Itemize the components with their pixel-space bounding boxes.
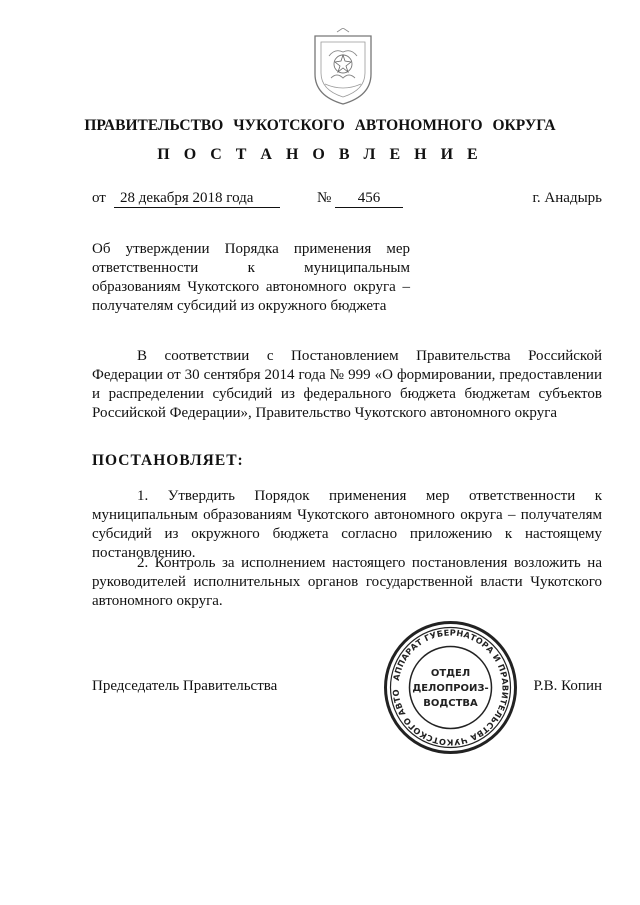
signatory-position: Председатель Правительства: [92, 678, 278, 694]
coat-of-arms-icon: [309, 28, 377, 106]
document-type-title: П О С Т А Н О В Л Е Н И Е: [157, 146, 483, 163]
from-label: от: [92, 190, 106, 206]
decree-details-line: [92, 190, 602, 212]
stamp-line-3: ВОДСТВА: [423, 698, 478, 709]
decree-item-2: 2. Контроль за исполнением настоящего постановления возложить на руководителей исполнительных органов государственной власти Чукотского автономного округа.: [92, 555, 602, 609]
stamp-line-1: ОТДЕЛ: [430, 668, 471, 679]
signatory-name: Р.В. Копин: [533, 678, 602, 694]
preamble-paragraph: В соответствии с Постановлением Правительства Российской Федерации от 30 сентября 2014 года № 999 «О формировании, предоставлении и распределении субсидий из федерального бюджета бюджетам субъектов Российской Федерации», Правительство Чукотского автономного округа: [92, 348, 602, 421]
resolves-heading: ПОСТАНОВЛЯЕТ:: [92, 452, 244, 469]
official-stamp: [383, 620, 518, 755]
stamp-line-2: ДЕЛОПРОИЗ-: [412, 683, 489, 694]
decree-number: 456: [335, 190, 403, 208]
decree-city: г. Анадырь: [532, 190, 602, 206]
government-title: ПРАВИТЕЛЬСТВО ЧУКОТСКОГО АВТОНОМНОГО ОКРУГА: [84, 117, 556, 134]
decree-subject: Об утверждении Порядка применения мер ответственности к муниципальным образованиям Чукотского автономного округа – получателям субсидий из окружного бюджета: [92, 241, 410, 314]
number-label: №: [317, 190, 332, 206]
decree-date: 28 декабря 2018 года: [114, 190, 280, 208]
decree-item-1: 1. Утвердить Порядок применения мер ответственности к муниципальным образованиям Чукотского автономного округа – получателям субсидий из окружного бюджета согласно приложению к настоящему постановлению.: [92, 488, 602, 561]
stamp-ring-text: АППАРАТ ГУБЕРНАТОРА И ПРАВИТЕЛЬСТВА ЧУКОТСКОГО АВТО: [390, 627, 511, 748]
